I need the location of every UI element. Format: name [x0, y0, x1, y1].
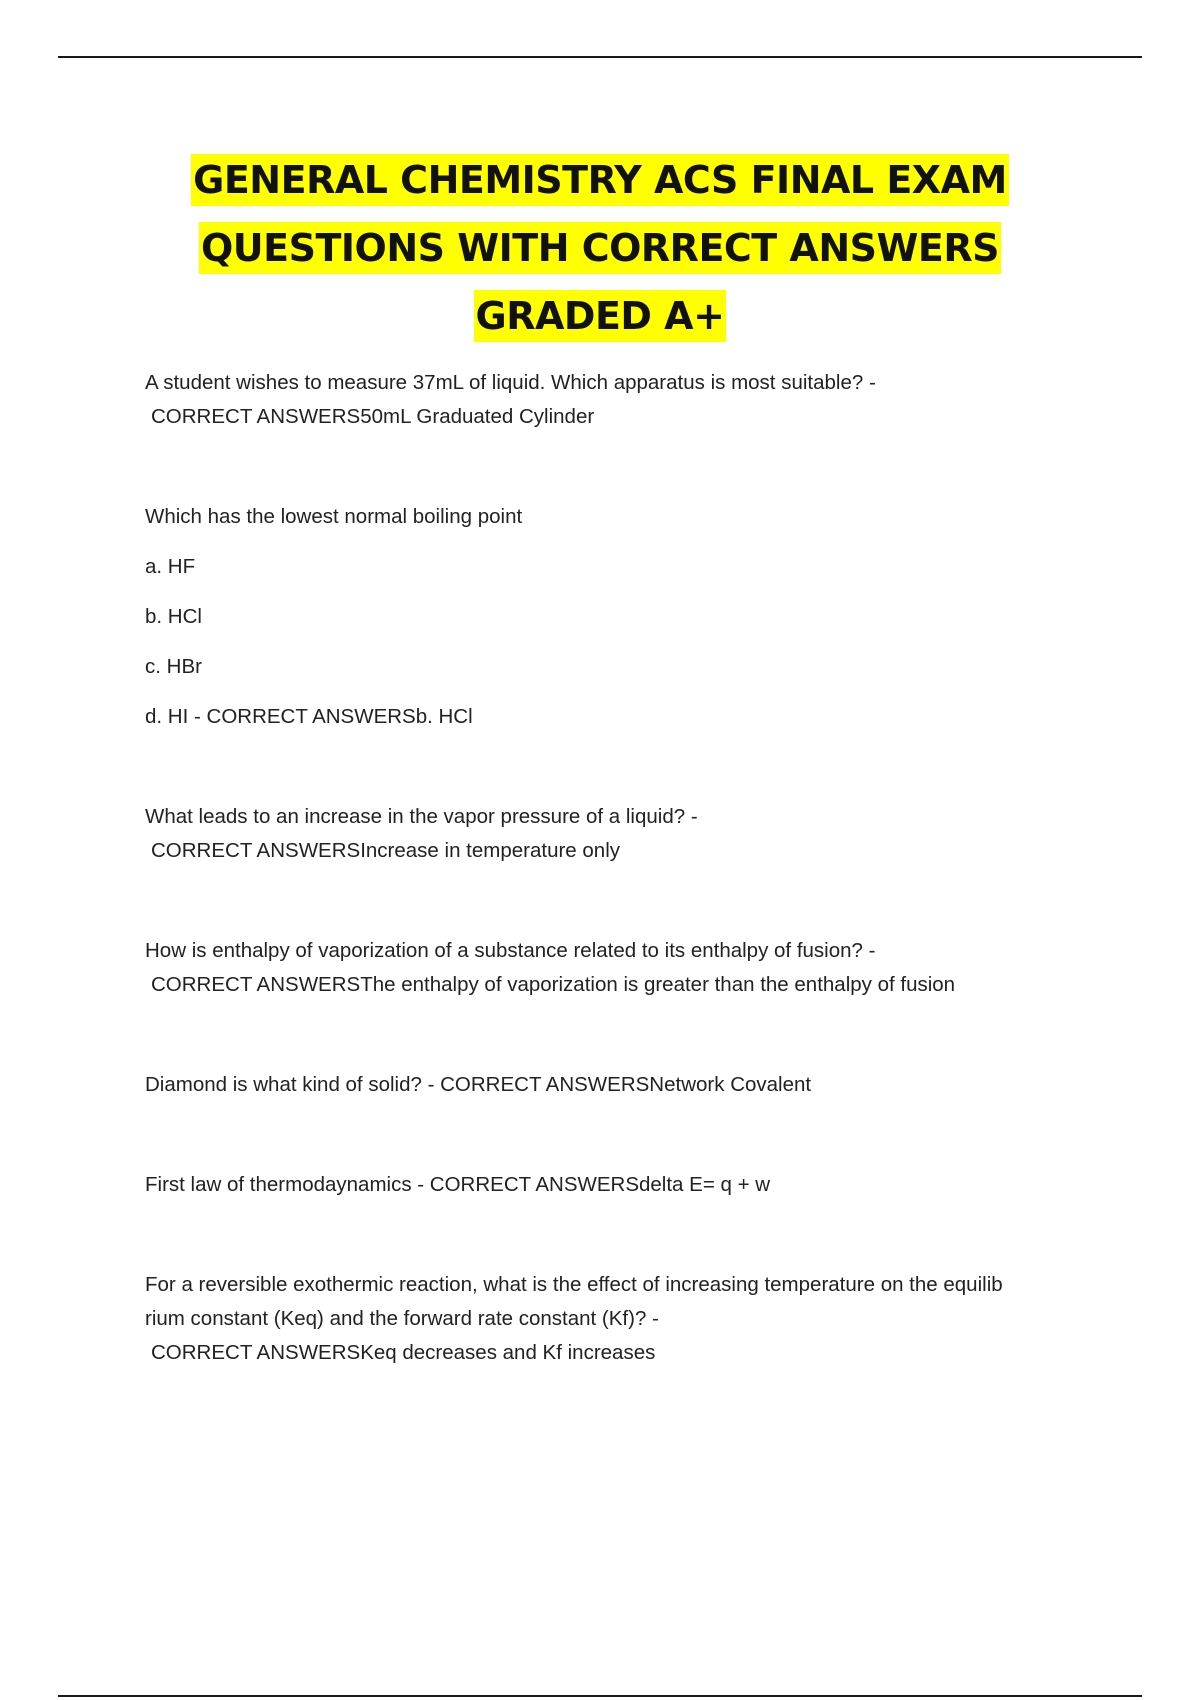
qa-item-6	[145, 1168, 1095, 1202]
question-text: Which has the lowest normal boiling point	[145, 505, 523, 528]
question-line-1: For a reversible exothermic reaction, what is the effect of increasing temperature on the equilib	[145, 1273, 1003, 1296]
document-title	[0, 146, 1200, 350]
question-text: A student wishes to measure 37mL of liquid. Which apparatus is most suitable? -	[145, 371, 876, 394]
question-text: Diamond is what kind of solid? - CORRECT ANSWERSNetwork Covalent	[145, 1073, 812, 1096]
title-line-2	[0, 214, 1200, 282]
bottom-rule	[58, 1695, 1142, 1697]
question-text: First law of thermodaynamics - CORRECT ANSWERSdelta E= q + w	[145, 1173, 771, 1196]
question-text: What leads to an increase in the vapor pressure of a liquid? -	[145, 805, 698, 828]
option-a: a. HF	[145, 555, 196, 578]
qa-item-1	[145, 366, 1095, 434]
qa-item-3	[145, 800, 1095, 868]
option-b: b. HCl	[145, 605, 202, 628]
title-line-3	[0, 282, 1200, 350]
title-line-1-text: GENERAL CHEMISTRY ACS FINAL EXAM	[191, 154, 1009, 206]
title-line-1	[0, 146, 1200, 214]
qa-item-4	[145, 934, 1095, 1002]
answer-text: CORRECT ANSWERS50mL Graduated Cylinder	[151, 405, 595, 428]
qa-item-7	[145, 1268, 1095, 1370]
option-c: c. HBr	[145, 655, 202, 678]
qa-list	[145, 366, 1095, 1370]
qa-item-2	[145, 500, 1095, 734]
top-rule	[58, 56, 1142, 58]
question-line-2: rium constant (Keq) and the forward rate constant (Kf)? -	[145, 1307, 659, 1330]
title-line-2-text: QUESTIONS WITH CORRECT ANSWERS	[199, 222, 1001, 274]
title-line-3-text: GRADED A+	[474, 290, 727, 342]
question-text: How is enthalpy of vaporization of a substance related to its enthalpy of fusion? -	[145, 939, 876, 962]
answer-text: CORRECT ANSWERSThe enthalpy of vaporization is greater than the enthalpy of fusion	[151, 973, 956, 996]
answer-text: CORRECT ANSWERSKeq decreases and Kf increases	[151, 1341, 656, 1364]
qa-item-5	[145, 1068, 1095, 1102]
answer-text: CORRECT ANSWERSIncrease in temperature only	[151, 839, 621, 862]
option-d-with-answer: d. HI - CORRECT ANSWERSb. HCl	[145, 705, 473, 728]
